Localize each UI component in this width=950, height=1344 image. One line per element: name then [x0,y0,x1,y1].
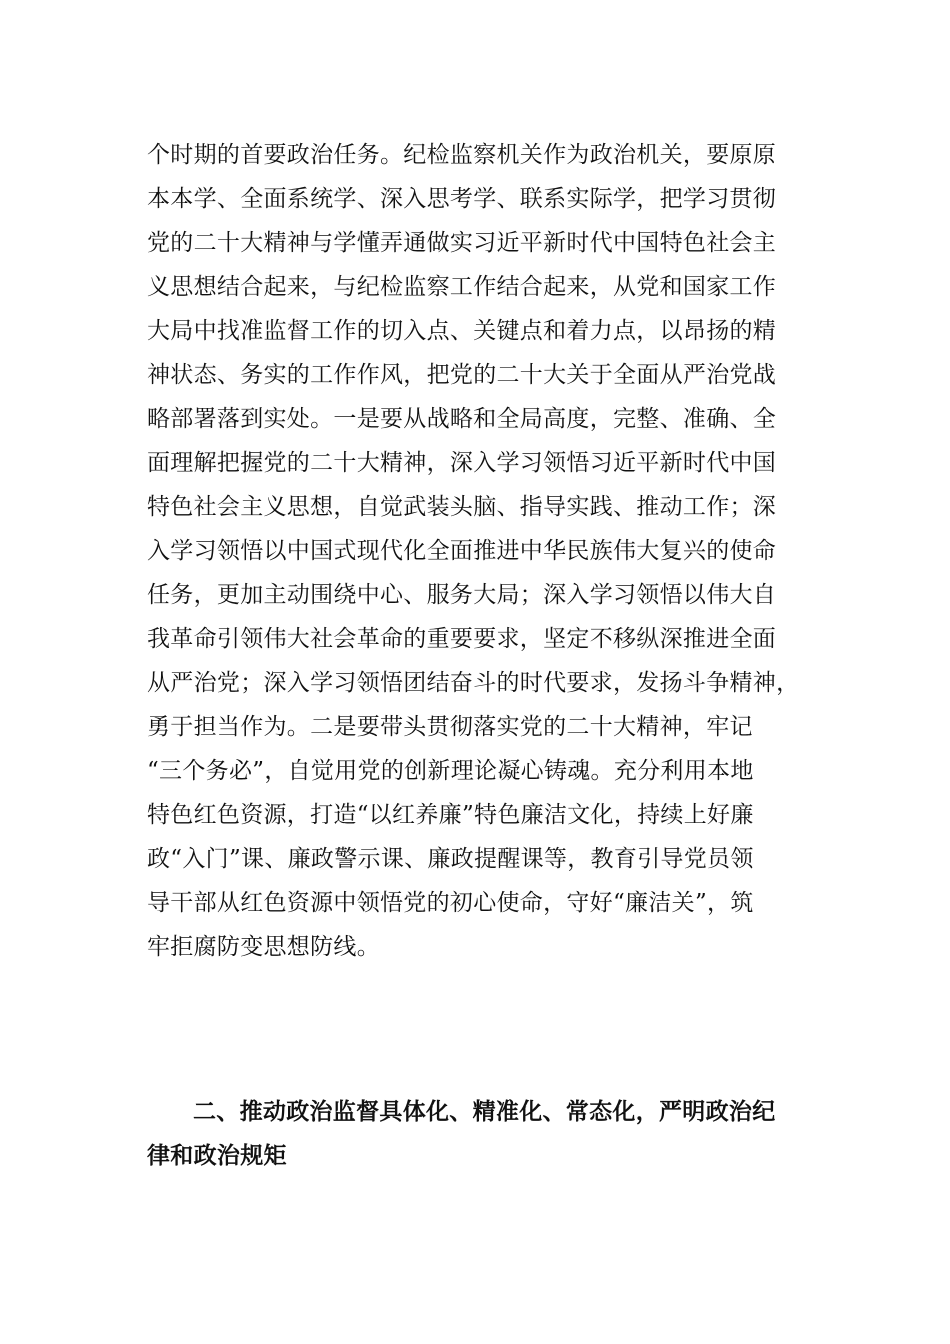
paragraph-line-18: 导干部从红色资源中领悟党的初心使命，守好“廉洁关”，筑 [147,890,754,916]
section-heading [147,1090,812,1178]
paragraph-line-16: 特色红色资源，打造“以红养廉”特色廉洁文化，持续上好廉 [147,802,754,828]
paragraph-line-11: 任务，更加主动围绕中心、服务大局；深入学习领悟以伟大自 [147,582,777,608]
paragraph-line-19: 牢拒腐防变思想防线。 [147,934,380,960]
paragraph-line-9: 特色社会主义思想，自觉武装头脑、指导实践、推动工作；深 [147,494,777,520]
paragraph-line-7: 略部署落到实处。一是要从战略和全局高度，完整、准确、全 [147,406,777,432]
paragraph-line-3: 党的二十大精神与学懂弄通做实习近平新时代中国特色社会主 [147,230,777,256]
paragraph-line-15: “三个务必”，自觉用党的创新理论凝心铸魂。充分利用本地 [147,758,754,784]
paragraph-line-2: 本本学、全面系统学、深入思考学、联系实际学，把学习贯彻 [147,186,777,212]
paragraph-line-6: 神状态、务实的工作作风，把党的二十大关于全面从严治党战 [147,362,777,388]
paragraph-line-17: 政“入门”课、廉政警示课、廉政提醒课等，教育引导党员领 [147,846,754,872]
paragraph-line-14: 勇于担当作为。二是要带头贯彻落实党的二十大精神，牢记 [147,714,753,740]
paragraph-line-12: 我革命引领伟大社会革命的重要要求，坚定不移纵深推进全面 [147,626,777,652]
section-heading-line-2: 律和政治规矩 [147,1142,287,1169]
body-paragraph [147,133,812,969]
paragraph-line-1: 个时期的首要政治任务。纪检监察机关作为政治机关，要原原 [147,142,777,168]
paragraph-line-13: 从严治党；深入学习领悟团结奋斗的时代要求，发扬斗争精神， [147,670,800,696]
paragraph-line-5: 大局中找准监督工作的切入点、关键点和着力点，以昂扬的精 [147,318,777,344]
paragraph-line-4: 义思想结合起来，与纪检监察工作结合起来，从党和国家工作 [147,274,777,300]
paragraph-line-8: 面理解把握党的二十大精神，深入学习领悟习近平新时代中国 [147,450,777,476]
paragraph-line-10: 入学习领悟以中国式现代化全面推进中华民族伟大复兴的使命 [147,538,777,564]
section-heading-line-1: 二、推动政治监督具体化、精准化、常态化，严明政治纪 [193,1098,776,1125]
